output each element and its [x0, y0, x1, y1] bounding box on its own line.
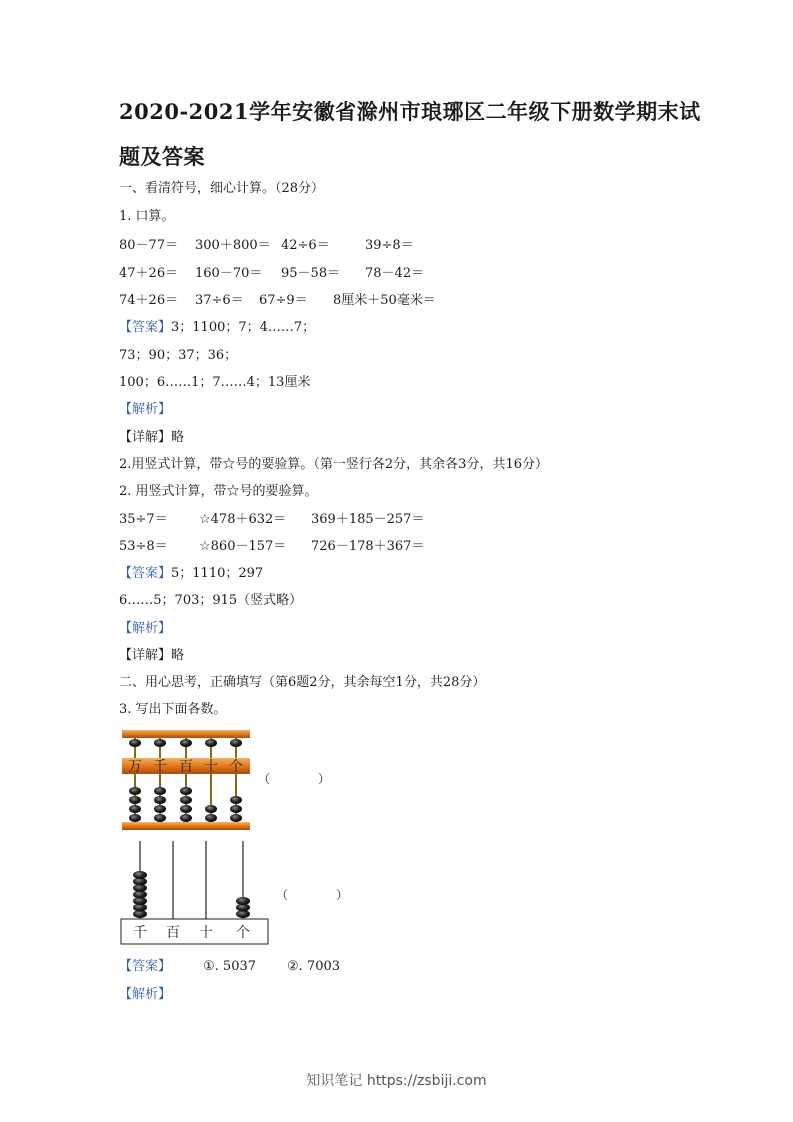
abacus-place-label: 千 [153, 759, 167, 775]
abacus-lower-bead [230, 805, 242, 813]
answer-2: ②. 7003 [287, 959, 341, 974]
answer-tag: 【答案】 [119, 959, 172, 974]
q2-row-1 [119, 511, 424, 529]
q2-detail: 【详解】略 [119, 648, 185, 663]
abacus-lower-bead [129, 787, 141, 795]
counter-place-label: 个 [236, 925, 250, 941]
q2-cell: 53÷8＝ [119, 539, 168, 554]
q1-cell: 8厘米＋50毫米＝ [333, 293, 436, 308]
q2-answer [119, 565, 263, 583]
abacus-lower-bead [129, 796, 141, 804]
abacus-lower-bead [180, 787, 192, 795]
q1-cell: 80－77＝ [119, 238, 179, 253]
q1-cell: 42÷6＝ [281, 238, 330, 253]
abacus-bottom-frame [122, 822, 250, 830]
counter-place-label: 百 [166, 925, 180, 941]
q3-answer [119, 958, 340, 976]
abacus-upper-bead [205, 739, 217, 747]
counter-figure [118, 838, 358, 948]
counter-bead [133, 871, 147, 879]
q1-cell: 39÷8＝ [365, 238, 414, 253]
abacus-top-frame [122, 730, 250, 738]
q2-note: 2.用竖式计算，带☆号的要验算。（第一竖行各2分，其余各3分，共16分） [119, 457, 548, 472]
abacus-place-label: 十 [204, 759, 218, 775]
q1-label: 1. 口算。 [119, 209, 175, 224]
abacus-lower-bead [205, 805, 217, 813]
q1-cell: 67÷9＝ [259, 293, 308, 308]
q1-analysis-tag: 【解析】 [119, 402, 172, 417]
abacus-place-label: 百 [179, 759, 193, 775]
abacus-lower-bead [180, 805, 192, 813]
counter-answer-blank: （ ） [276, 888, 349, 902]
q1-cell: 74＋26＝ [119, 293, 179, 308]
q2-cell: 35÷7＝ [119, 512, 168, 527]
q2-cell: 369＋185－257＝ [311, 512, 425, 527]
q1-detail: 【详解】略 [119, 430, 185, 445]
q3-analysis-tag: 【解析】 [119, 987, 172, 1002]
q1-answer [119, 319, 315, 337]
abacus-place-label: 个 [229, 759, 243, 775]
answer-text: 3；1100；7；4……7； [171, 320, 316, 335]
abacus-lower-bead [154, 805, 166, 813]
q1-answer-line2: 73；90；37；36； [119, 348, 238, 363]
abacus-place-label: 万 [128, 759, 142, 775]
answer-tag: 【答案】 [119, 566, 172, 581]
abacus-lower-bead [154, 796, 166, 804]
abacus-answer-blank: （ ） [258, 772, 331, 786]
q1-row-2 [119, 265, 424, 283]
q2-cell: 726－178＋367＝ [311, 539, 425, 554]
q1-row-1 [119, 237, 414, 255]
abacus-lower-bead [154, 787, 166, 795]
abacus-figure [118, 726, 338, 836]
abacus-upper-bead [180, 739, 192, 747]
q3-label: 3. 写出下面各数。 [119, 702, 227, 717]
abacus-lower-bead [230, 796, 242, 804]
abacus-upper-bead [129, 739, 141, 747]
q2-cell: ☆478＋632＝ [199, 512, 287, 527]
q1-cell: 78－42＝ [365, 266, 425, 281]
q2-answer-line2: 6……5；703；915（竖式略） [119, 593, 303, 608]
footer-watermark: 知识笔记 https://zsbiji.com [306, 1073, 487, 1089]
q1-answer-line3: 100；6……1；7……4；13厘米 [119, 375, 311, 390]
section2-heading: 二、用心思考，正确填写（第6题2分，其余每空1分，共28分） [119, 675, 486, 690]
counter-place-label: 十 [199, 925, 213, 941]
abacus-upper-bead [230, 739, 242, 747]
counter-bead [236, 897, 250, 905]
document-title-line1: 2020-2021学年安徽省滁州市琅琊区二年级下册数学期末试 [119, 99, 701, 124]
abacus-lower-bead [230, 814, 242, 822]
abacus-lower-bead [154, 814, 166, 822]
q2-row-2 [119, 538, 424, 556]
abacus-lower-bead [205, 814, 217, 822]
abacus-lower-bead [180, 814, 192, 822]
document-title-line2: 题及答案 [119, 144, 205, 169]
answer-1: ①. 5037 [203, 959, 257, 974]
q2-label: 2. 用竖式计算，带☆号的要验算。 [119, 484, 318, 499]
q1-cell: 47＋26＝ [119, 266, 179, 281]
q1-row-3 [119, 292, 436, 310]
q2-cell: ☆860－157＝ [199, 539, 287, 554]
q1-cell: 300＋800＝ [195, 238, 271, 253]
q2-analysis-tag: 【解析】 [119, 621, 172, 636]
abacus-lower-bead [129, 814, 141, 822]
counter-place-label: 千 [133, 925, 147, 941]
answer-text: 5；1110；297 [171, 566, 264, 581]
answer-tag: 【答案】 [119, 320, 172, 335]
q1-cell: 160－70＝ [195, 266, 263, 281]
abacus-upper-bead [154, 739, 166, 747]
abacus-lower-bead [129, 805, 141, 813]
section1-heading: 一、看清符号，细心计算。（28分） [119, 181, 325, 196]
abacus-lower-bead [180, 796, 192, 804]
q1-cell: 95－58＝ [281, 266, 341, 281]
q1-cell: 37÷6＝ [195, 293, 244, 308]
